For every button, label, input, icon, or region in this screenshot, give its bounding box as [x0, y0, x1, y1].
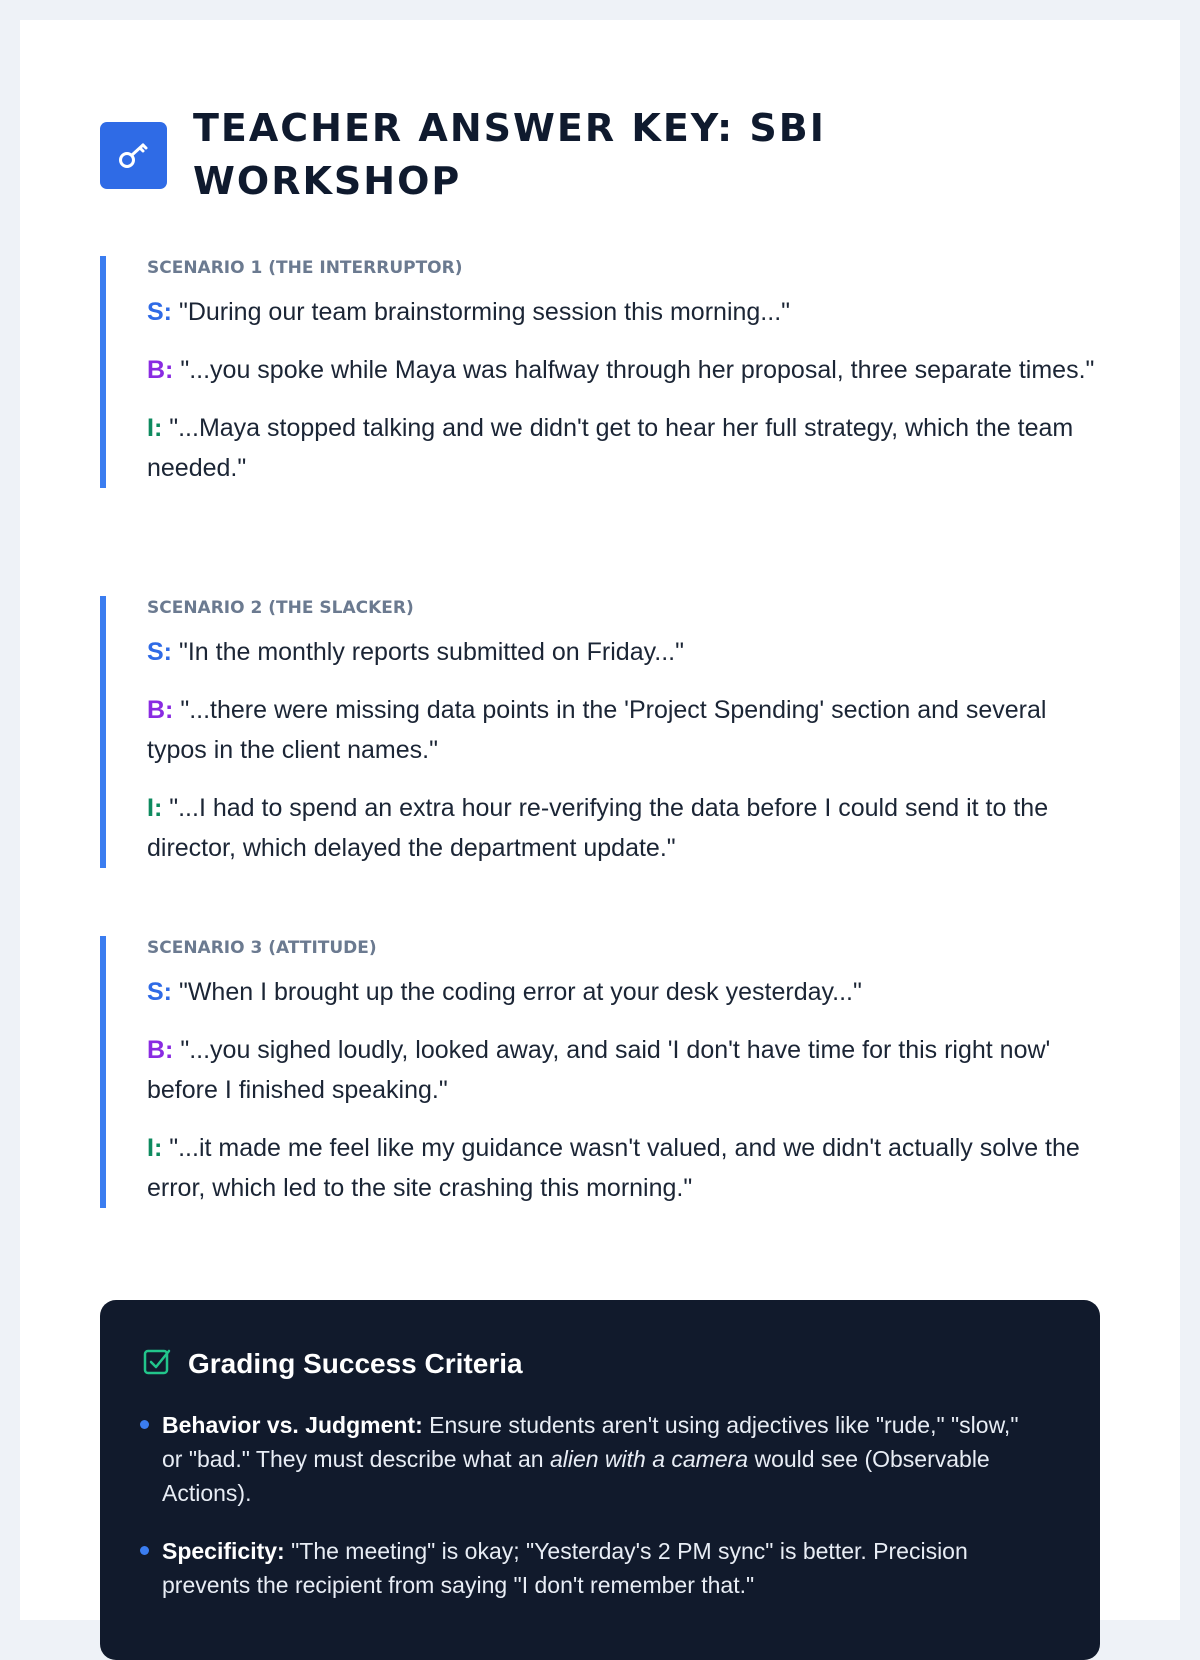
behavior-text: "...you spoke while Maya was halfway through her proposal, three separate times.": [180, 356, 1095, 384]
bullet-icon: [140, 1420, 149, 1429]
situation-line: [147, 632, 1100, 672]
situation-label: S:: [147, 978, 172, 1006]
scenario-1: [100, 256, 1100, 488]
behavior-line: [147, 1030, 1100, 1110]
behavior-line: [147, 690, 1100, 770]
impact-line: [147, 408, 1100, 488]
criteria-item: [140, 1408, 1040, 1510]
situation-text: "In the monthly reports submitted on Friday...": [178, 638, 684, 666]
situation-label: S:: [147, 298, 172, 326]
key-icon: [100, 122, 167, 189]
scenario-title: SCENARIO 1 (THE INTERRUPTOR): [147, 258, 463, 278]
criteria-text-end: would see (Observable Actions).: [162, 1446, 990, 1506]
criteria-text: Ensure students aren't using adjectives like "rude," "slow," or "bad." They must describe what an: [162, 1412, 1019, 1472]
behavior-text: "...you sighed loudly, looked away, and said 'I don't have time for this right now' before I finished speaking.": [147, 1036, 1051, 1104]
page-title: TEACHER ANSWER KEY: SBI WORKSHOP: [193, 106, 826, 203]
criteria-header: [142, 1346, 523, 1381]
situation-text: "During our team brainstorming session this morning...": [178, 298, 791, 326]
answer-key-card: [20, 20, 1180, 1620]
scenario-2: [100, 596, 1100, 868]
scenario-3: [100, 936, 1100, 1208]
criteria-title: Grading Success Criteria: [188, 1347, 523, 1379]
situation-text: "When I brought up the coding error at your desk yesterday...": [178, 978, 862, 1006]
page-header: [100, 102, 1000, 208]
behavior-label: B:: [147, 356, 174, 384]
checkbox-icon: [142, 1346, 172, 1381]
behavior-label: B:: [147, 1036, 174, 1064]
criteria-term: Specificity:: [162, 1538, 285, 1564]
impact-label: I:: [147, 414, 163, 442]
impact-text: "...it made me feel like my guidance wasn't valued, and we didn't actually solve the error, which led to the site crashing this morning.": [147, 1134, 1080, 1202]
situation-label: S:: [147, 638, 172, 666]
grading-criteria-panel: [100, 1300, 1100, 1660]
criteria-text: "The meeting" is okay; "Yesterday's 2 PM sync" is better. Precision prevents the recipient from saying "I don't remember that.": [162, 1538, 968, 1598]
behavior-text: "...there were missing data points in the 'Project Spending' section and several typos in the client names.": [147, 696, 1047, 764]
impact-line: [147, 1128, 1100, 1208]
bullet-icon: [140, 1546, 149, 1555]
scenario-title: SCENARIO 3 (ATTITUDE): [147, 938, 377, 958]
impact-label: I:: [147, 794, 163, 822]
impact-text: "...I had to spend an extra hour re-verifying the data before I could send it to the director, which delayed the department update.": [147, 794, 1049, 862]
criteria-emphasis: alien with a camera: [549, 1446, 749, 1472]
scenario-title: SCENARIO 2 (THE SLACKER): [147, 598, 414, 618]
criteria-list: [140, 1408, 1040, 1626]
impact-line: [147, 788, 1100, 868]
situation-line: [147, 292, 1100, 332]
criteria-item: [140, 1534, 1040, 1602]
situation-line: [147, 972, 1100, 1012]
criteria-term: Behavior vs. Judgment:: [162, 1412, 423, 1438]
impact-label: I:: [147, 1134, 163, 1162]
behavior-label: B:: [147, 696, 174, 724]
impact-text: "...Maya stopped talking and we didn't get to hear her full strategy, which the team needed.": [147, 414, 1074, 482]
behavior-line: [147, 350, 1100, 390]
